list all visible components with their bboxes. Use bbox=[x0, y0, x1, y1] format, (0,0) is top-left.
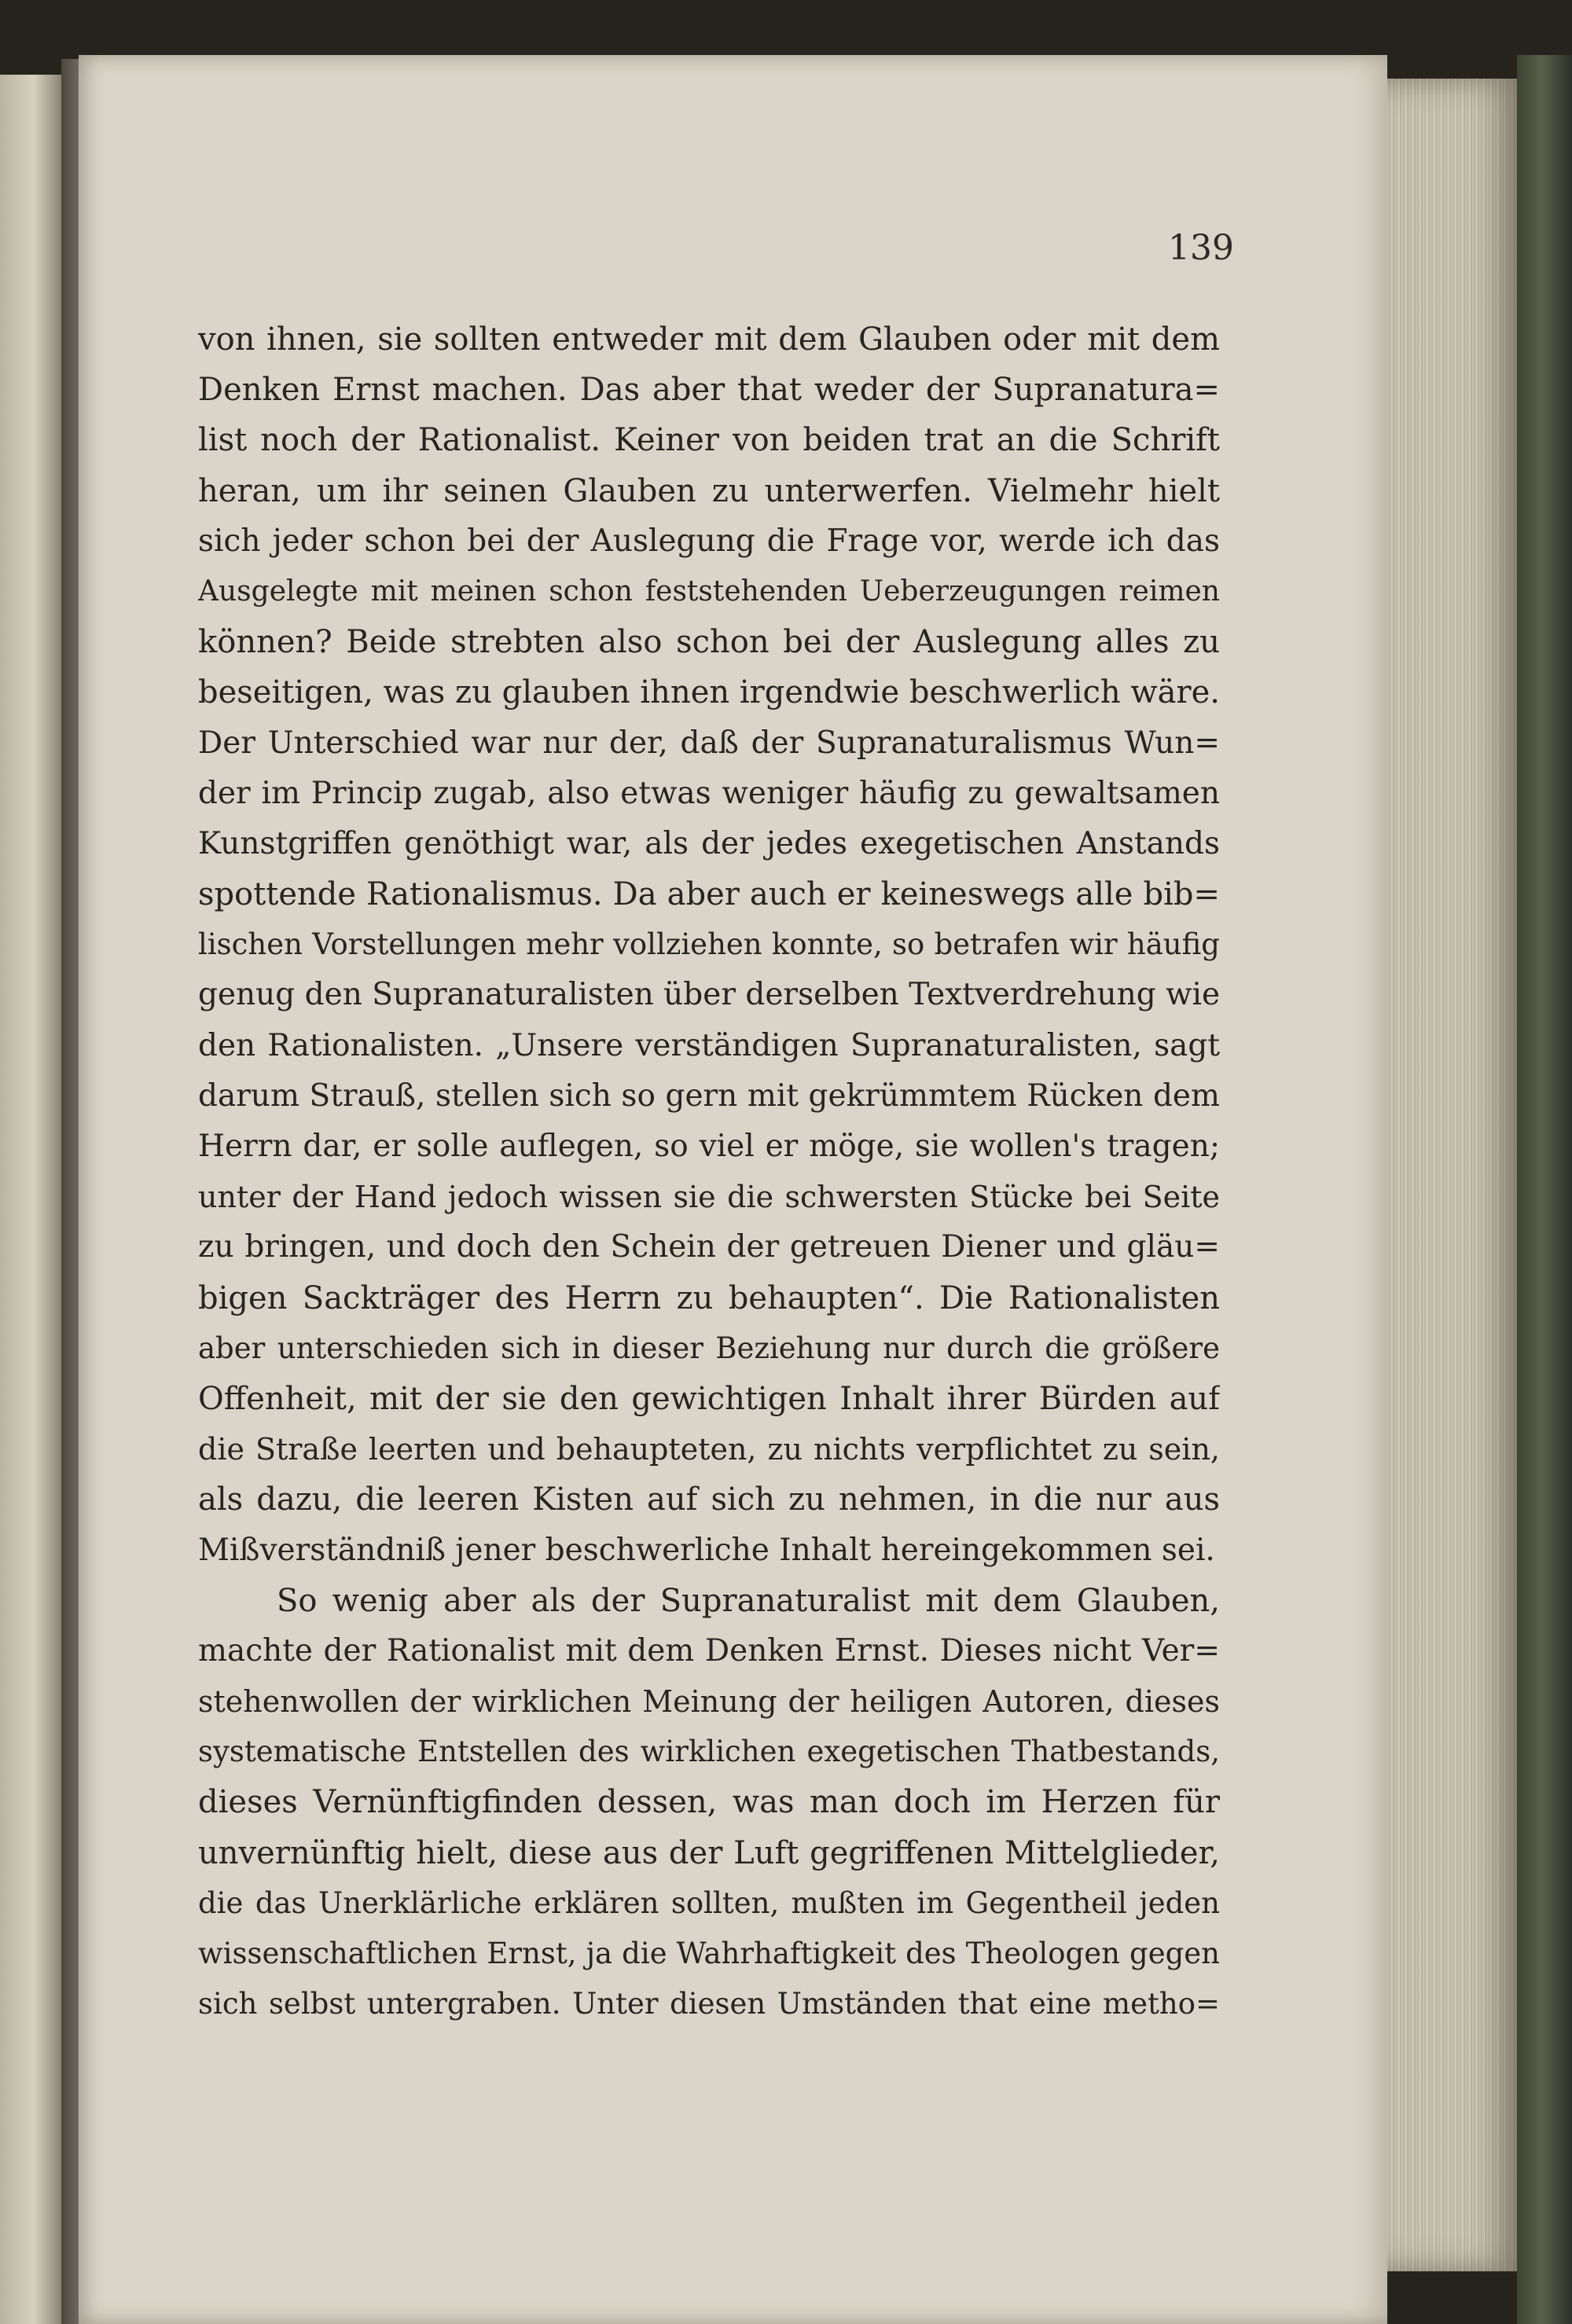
page-block-edges bbox=[1387, 79, 1525, 2271]
text-line: der im Princip zugab, also etwas weniger häufig zu gewaltsamen bbox=[198, 775, 1220, 811]
text-line: Mißverständniß jener beschwerliche Inhalt hereingekommen sei. bbox=[198, 1532, 1215, 1568]
page-number: 139 bbox=[1168, 228, 1234, 268]
text-line: So wenig aber als der Supranaturalist mit dem Glauben, bbox=[277, 1582, 1220, 1619]
text-line: machte der Rationalist mit dem Denken Ernst. Dieses nicht Ver= bbox=[198, 1632, 1220, 1669]
text-line: unter der Hand jedoch wissen sie die schwersten Stücke bei Seite bbox=[198, 1180, 1220, 1215]
text-line: Der Unterschied war nur der, daß der Supranaturalismus Wun= bbox=[198, 725, 1220, 761]
text-line: darum Strauß, stellen sich so gern mit gekrümmtem Rücken dem bbox=[198, 1078, 1220, 1114]
text-line: Kunstgriffen genöthigt war, als der jedes exegetischen Anstands bbox=[198, 825, 1220, 861]
text-line: list noch der Rationalist. Keiner von beiden trat an die Schrift bbox=[198, 422, 1220, 459]
text-line: lischen Vorstellungen mehr vollziehen konnte, so betrafen wir häufig bbox=[198, 927, 1220, 962]
left-page-edge bbox=[0, 75, 61, 2324]
text-line: die das Unerklärliche erklären sollten, mußten im Gegentheil jeden bbox=[198, 1885, 1220, 1920]
book-gutter bbox=[61, 59, 79, 2324]
text-line: stehenwollen der wirklichen Meinung der heiligen Autoren, dieses bbox=[198, 1684, 1220, 1720]
text-line: können? Beide strebten also schon bei der Auslegung alles zu bbox=[198, 624, 1220, 661]
text-line: systematische Entstellen des wirklichen exegetischen Thatbestands, bbox=[198, 1735, 1220, 1769]
text-line: genug den Supranaturalisten über derselben Textverdrehung wie bbox=[198, 977, 1220, 1013]
text-line: Offenheit, mit der sie den gewichtigen Inhalt ihrer Bürden auf bbox=[198, 1380, 1220, 1417]
text-line: als dazu, die leeren Kisten auf sich zu nehmen, in die nur aus bbox=[198, 1481, 1220, 1518]
text-line: wissenschaftlichen Ernst, ja die Wahrhaftigkeit des Theologen gegen bbox=[198, 1937, 1220, 1970]
text-line: Ausgelegte mit meinen schon feststehenden Ueberzeugungen reimen bbox=[198, 575, 1220, 608]
text-line: die Straße leerten und behaupteten, zu nichts verpflichtet zu sein, bbox=[198, 1432, 1220, 1467]
text-line: zu bringen, und doch den Schein der getreuen Diener und gläu= bbox=[198, 1229, 1220, 1265]
text-line: sich jeder schon bei der Auslegung die Frage vor, werde ich das bbox=[198, 523, 1220, 559]
text-line: spottende Rationalismus. Da aber auch er keineswegs alle bib= bbox=[198, 876, 1220, 913]
text-line: bigen Sackträger des Herrn zu behaupten“. Die Rationalisten bbox=[198, 1279, 1220, 1316]
paragraph-2 bbox=[198, 1576, 1220, 2030]
text-line: dieses Vernünftigfinden dessen, was man doch im Herzen für bbox=[198, 1784, 1220, 1821]
book-cover-edge bbox=[1517, 55, 1572, 2324]
text-line: beseitigen, was zu glauben ihnen irgendwie beschwerlich wäre. bbox=[198, 674, 1220, 711]
paragraph-1 bbox=[198, 314, 1220, 1576]
body-text bbox=[198, 314, 1220, 2029]
text-line: aber unterschieden sich in dieser Beziehung nur durch die größere bbox=[198, 1331, 1220, 1365]
text-line: heran, um ihr seinen Glauben zu unterwerfen. Vielmehr hielt bbox=[198, 472, 1220, 509]
text-line: Denken Ernst machen. Das aber that weder der Supranatura= bbox=[198, 372, 1220, 409]
text-line: Herrn dar, er solle auflegen, so viel er möge, sie wollen's tragen; bbox=[198, 1129, 1220, 1164]
text-line: sich selbst untergraben. Unter diesen Umständen that eine metho= bbox=[198, 1987, 1220, 2021]
text-line: unvernünftig hielt, diese aus der Luft gegriffenen Mittelglieder, bbox=[198, 1834, 1220, 1871]
text-line: den Rationalisten. „Unsere verständigen Supranaturalisten, sagt bbox=[198, 1027, 1220, 1063]
text-line: von ihnen, sie sollten entweder mit dem Glauben oder mit dem bbox=[198, 321, 1220, 358]
